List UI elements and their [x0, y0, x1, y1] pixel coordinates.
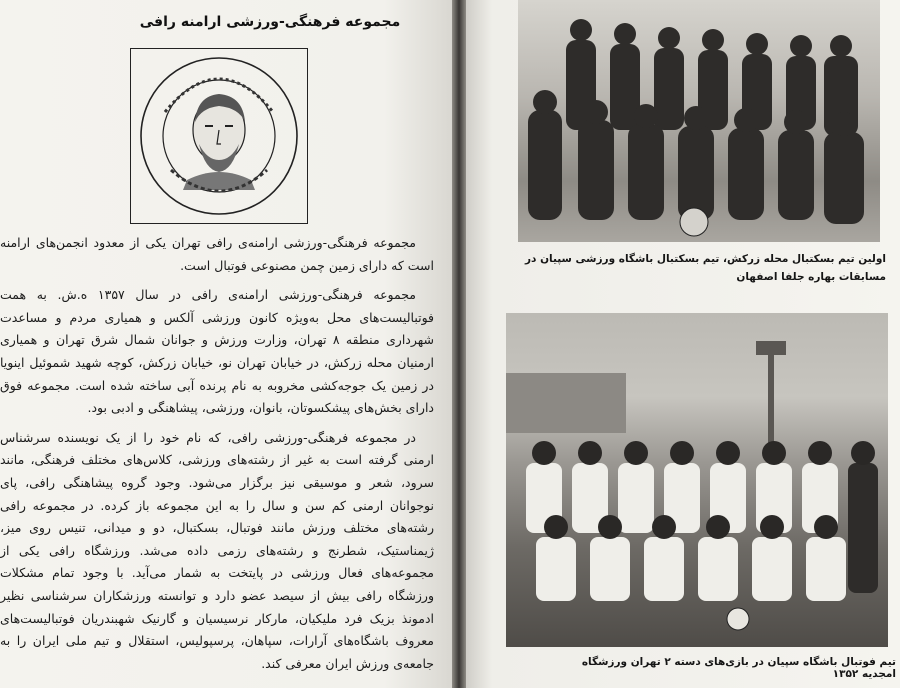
team-silhouettes-icon [518, 0, 880, 242]
paragraph-3: در مجموعه فرهنگی-ورزشی رافی، که نام خود را از یک نویسنده سرشناس ارمنی گرفته است به غیر از رشته‌های ورزشی، کلاس‌های مختلف فرهنگی، مانند سرود، شعر و موسیقی نیز برگزار می‌شود. وجود گروه پیشاهنگی رافی، پای نوجوانان ارمنی کم سن و سال را به این مجموعه باز کرده. در مجموعه رافی رشته‌های مختلف ورزش مانند فوتبال، بسکتبال، دو و میدانی، تنیس روی میز، ژیمناستیک، شطرنج و رشته‌های رزمی داده می‌شد. ورزشگاه رافی یکی از مجموعه‌های فعال ورزشی در پایتخت به شمار می‌آید. با وجود تمام مشکلات ورزشگاه رافی بیش از سیصد عضو دارد و توانسته ورزشکاران سرشناسی نظیر ادمونذ بزیک فرد ملیکیان، مارکار نرسیسیان و گارنیک شهبندریان فوتبالیست‌های معروف باشگاه‌های آرارات، سپاهان، پرسپولیس، استقلال و تیم ملی ایران را به جامعه‌ی ورزش ایران معرفی کند. [0, 429, 434, 671]
article-body [0, 232, 440, 682]
stadium-team-icon [506, 313, 888, 647]
emblem-seal-icon [135, 52, 303, 220]
rafi-emblem [130, 48, 308, 224]
page-title: مجموعه فرهنگی-ورزشی ارامنه رافی [139, 14, 401, 30]
paragraph-1: مجموعه فرهنگی-ورزشی ارامنه‌ی رافی تهران یکی از معدود انجمن‌های ارامنه است که دارای زمین چمن مصنوعی فوتبال است. [0, 235, 434, 273]
paragraph-2: مجموعه فرهنگی-ورزشی ارامنه‌ی رافی در سال ۱۳۵۷ ه.ش. به همت فوتبالیست‌های محل به‌ویژه کانون ورزشی آلکس و همیاری مردم و مساعدت شهرداری منطقه ۸ تهران، وزارت ورزش و جوانان شمال شرق تهران و همیاری ارمنیان محله زرکش، در خیابان تهران نو، خیابان زرکش، کوچه شهید شموئیل اینویا در زمین یک جوجه‌کشی مخروبه به نام پرنده آبی ساخته شده است. مجموعه فوق دارای بخش‌های پیشکسوتان، بانوان، ورزشی، پیشاهنگی و ادبی بود. [0, 287, 434, 416]
football-team-photo [506, 313, 888, 647]
photo-caption-top: اولین تیم بسکتبال محله زرکش، تیم بسکتبال باشگاه ورزشی سپیان در مسابقات بهاره جلفا اصفهان [524, 253, 886, 283]
right-page [466, 0, 900, 688]
photo-caption-bottom: تیم فوتبال باشگاه سپیان در بازی‌های دسته ۲ تهران ورزشگاه امجدیه ۱۳۵۲ [581, 656, 896, 680]
basketball-team-photo [518, 0, 880, 242]
book-gutter [452, 0, 466, 688]
